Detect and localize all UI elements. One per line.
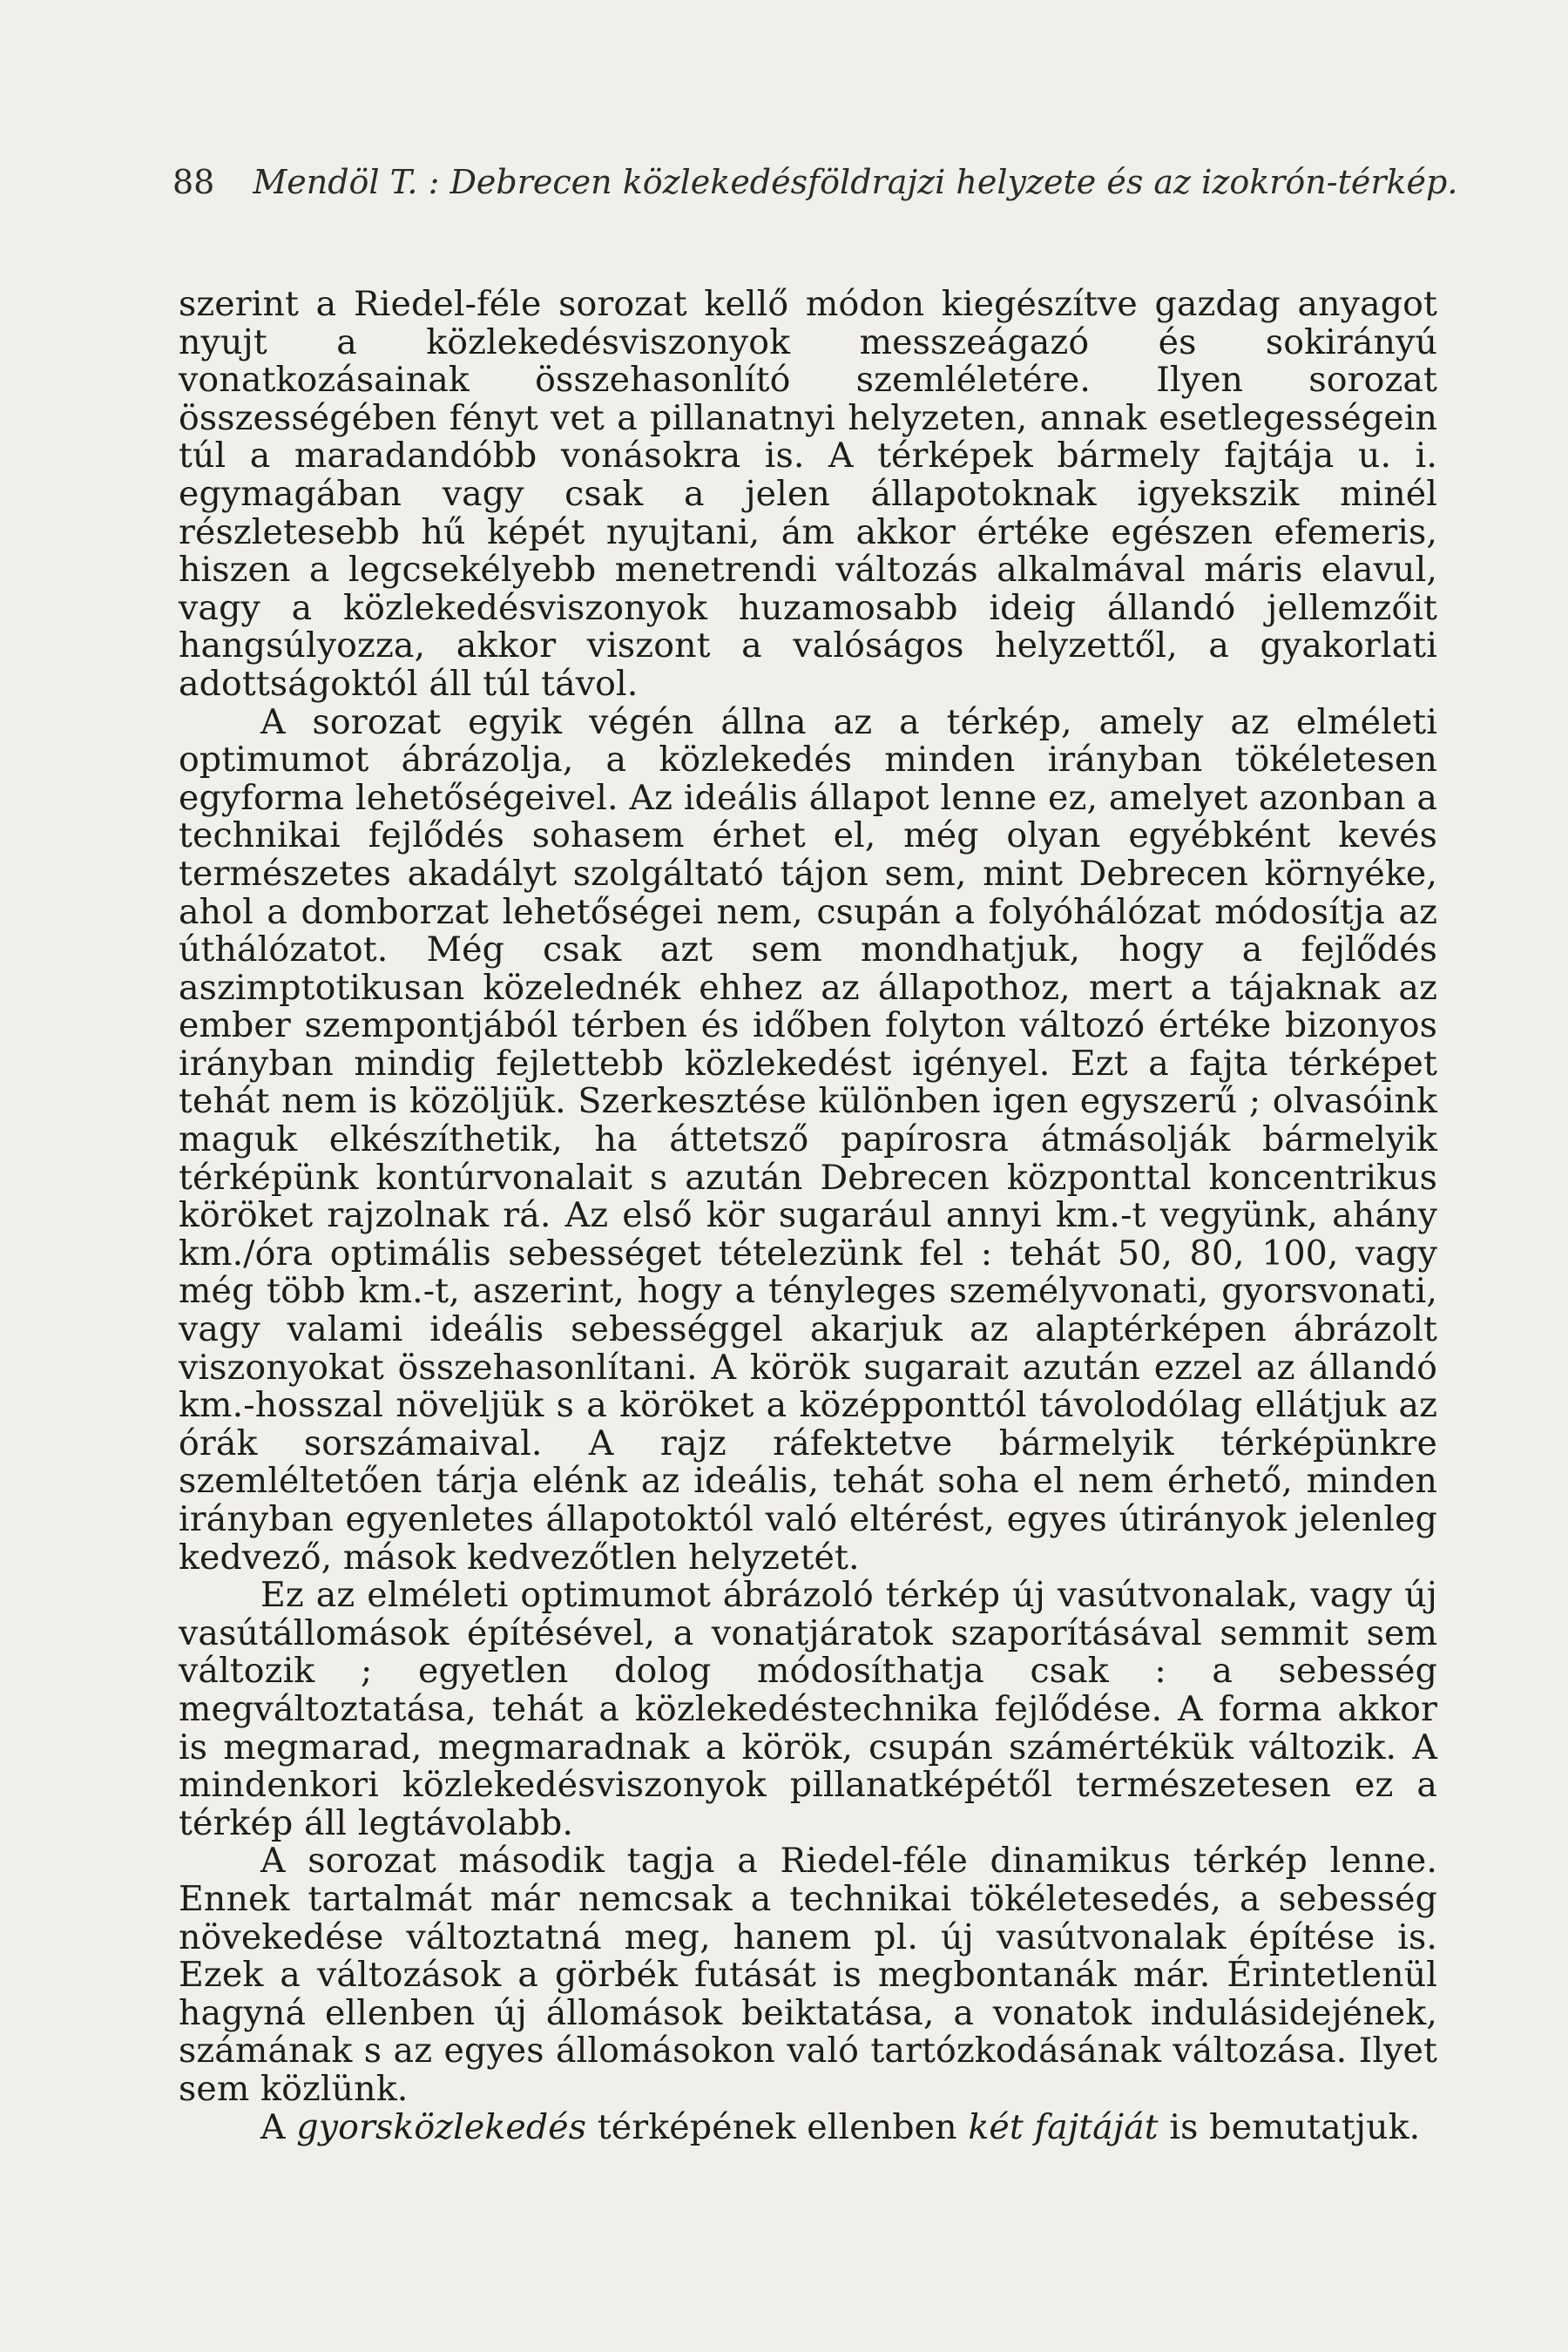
paragraph-5-emphasis-2: két fajtáját	[968, 2106, 1159, 2147]
paragraph-5-emphasis-1: gyorsközlekedés	[296, 2106, 587, 2147]
paragraph-5	[179, 2106, 1437, 2147]
paragraph-3: Ez az elméleti optimumot ábrázoló térkép új vasútvonalak, vagy új vasútállomások építésével, a vonatjáratok szaporításával semmit sem változik ; egyetlen dolog módosíthatja csak : a sebesség megváltoztatása, tehát a közlekedéstechnika fejlődése. A forma akkor is megmarad, megmaradnak a körök, csupán számértékük változik. A mindenkori közlekedésviszonyok pillanatképétől természetesen ez a térkép áll legtávolabb.	[179, 1575, 1437, 1843]
paragraph-5-lead: A	[260, 2106, 297, 2147]
paragraph-4: A sorozat második tagja a Riedel-féle dinamikus térkép lenne. Ennek tartalmát már nemcsak a technikai tökéletesedés, a sebesség növekedése változtatná meg, hanem pl. új vasútvonalak építése is. Ezek a változások a görbék futását is megbontanák már. Érintetlenül hagyná ellenben új állomások beiktatása, a vonatok indulásidejének, számának s az egyes állomásokon való tartózkodásának változása. Ilyet sem közlünk.	[179, 1841, 1437, 2109]
paragraph-2: A sorozat egyik végén állna az a térkép, amely az elméleti optimumot ábrázolja, a közlekedés minden irányban tökéletesen egyforma lehetőségeivel. Az ideális állapot lenne ez, amelyet azonban a technikai fejlődés sohasem érhet el, még olyan egyébként kevés természetes akadályt szolgáltató tájon sem, mint Debrecen környéke, ahol a domborzat lehetőségei nem, csupán a folyóhálózat módosítja az úthálózatot. Még csak azt sem mondhatjuk, hogy a fejlődés aszimptotikusan közelednék ehhez az állapothoz, mert a tájaknak az ember szempontjából térben és időben folyton változó értéke bizonyos irányban mindig fejlettebb közlekedést igényel. Ezt a fajta térképet tehát nem is közöljük. Szerkesztése különben igen egyszerű ; olvasóink maguk elkészíthetik, ha áttetsző papírosra átmásolják bármelyik térképünk kontúrvonalait s azután Debrecen központtal koncentrikus köröket rajzolnak rá. Az első kör sugarául annyi km.-t vegyünk, ahány km./óra optimális sebességet tételezünk fel : tehát 50, 80, 100, vagy még több km.-t, aszerint, hogy a tényleges személyvonati, gyorsvonati, vagy valami ideális sebességgel akarjuk az alaptérképen ábrázolt viszonyokat összehasonlítani. A körök sugarait azután ezzel az állandó km.-hosszal növeljük s a köröket a középponttól távolodólag ellátjuk az órák sorszámaival. A rajz ráfektetve bármelyik térképünkre szemléltetően tárja elénk az ideális, tehát soha el nem érhető, minden irányban egyenletes állapotoktól való eltérést, egyes útirányok jelenleg kedvező, mások kedvezőtlen helyzetét.	[179, 701, 1437, 1578]
body-text	[179, 286, 1437, 2146]
paragraph-5-middle: térképének ellenben	[586, 2106, 969, 2147]
paragraph-1: szerint a Riedel-féle sorozat kellő módon kiegészítve gazdag anyagot nyujt a közlekedésviszonyok messzeágazó és sokirányú vonatkozásainak összehasonlító szemléletére. Ilyen sorozat összességében fényt vet a pillanatnyi helyzeten, annak esetlegességein túl a maradandóbb vonásokra is. A térképek bármely fajtája u. i. egymagában vagy csak a jelen állapotoknak igyekszik minél részletesebb hű képét nyujtani, ám akkor értéke egészen efemeris, hiszen a legcsekélyebb menetrendi változás alkalmával máris elavul, vagy a közlekedésviszonyok huzamosabb ideig állandó jellemzőit hangsúlyozza, akkor viszont a valóságos helyzettől, a gyakorlati adottságoktól áll túl távol.	[179, 284, 1437, 704]
paragraph-5-end: is bemutatjuk.	[1158, 2106, 1421, 2147]
running-header	[172, 162, 1458, 202]
page-number: 88	[172, 163, 215, 201]
header-title: Mendöl T. : Debrecen közlekedésföldrajzi helyzete és az izokrón-térkép.	[253, 163, 1458, 201]
